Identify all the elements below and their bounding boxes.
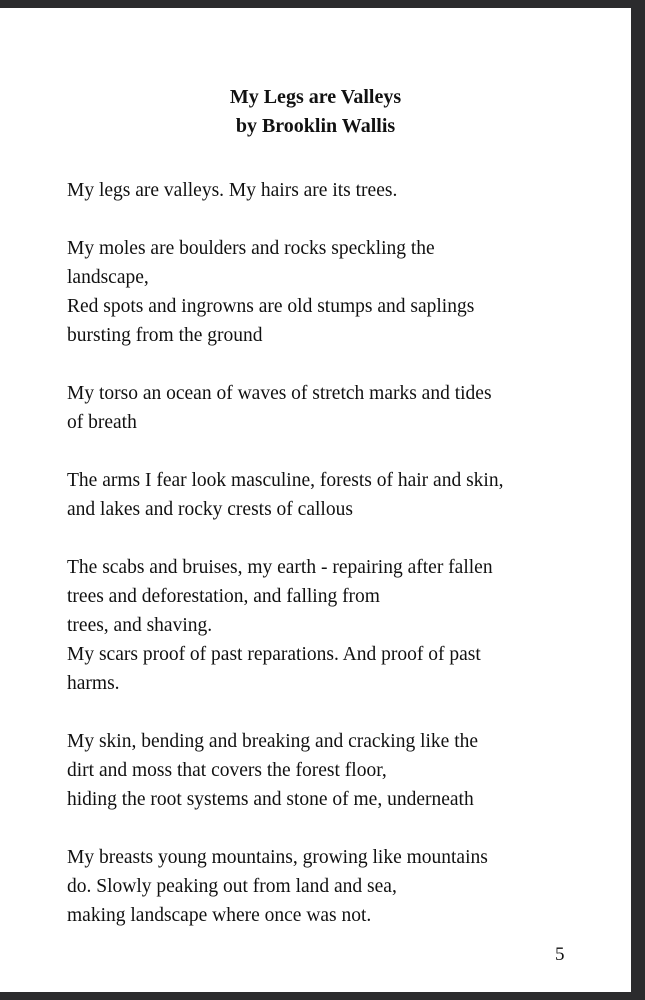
poem-line: of breath xyxy=(67,412,137,433)
poem-line: bursting from the ground xyxy=(67,325,263,346)
document-page xyxy=(0,8,631,992)
poem-line: dirt and moss that covers the forest floor, xyxy=(67,760,387,781)
poem-line: My breasts young mountains, growing like mountains xyxy=(67,847,488,868)
poem-byline: by Brooklin Wallis xyxy=(235,115,396,137)
poem-line: My skin, bending and breaking and cracking like the xyxy=(67,731,479,752)
poem-line: harms. xyxy=(67,673,120,694)
poem-line: Red spots and ingrowns are old stumps and saplings xyxy=(67,296,475,317)
poem-line: do. Slowly peaking out from land and sea, xyxy=(67,876,397,897)
poem-line: My legs are valleys. My hairs are its trees. xyxy=(67,180,398,201)
poem-line: trees and deforestation, and falling from xyxy=(67,586,380,607)
poem-line: My torso an ocean of waves of stretch marks and tides xyxy=(67,383,492,404)
poem-line: My scars proof of past reparations. And proof of past xyxy=(67,644,481,665)
poem-line: making landscape where once was not. xyxy=(67,905,372,926)
poem-line: landscape, xyxy=(67,267,149,288)
poem-line: and lakes and rocky crests of callous xyxy=(67,499,353,520)
page-number: 5 xyxy=(555,944,565,965)
poem-title: My Legs are Valleys xyxy=(229,86,402,108)
poem-line: My moles are boulders and rocks speckling the xyxy=(67,238,435,259)
poem-line: The arms I fear look masculine, forests of hair and skin, xyxy=(67,470,504,491)
poem-line: hiding the root systems and stone of me, underneath xyxy=(67,789,474,810)
poem-line: The scabs and bruises, my earth - repairing after fallen xyxy=(67,557,493,578)
poem-line: trees, and shaving. xyxy=(67,615,213,636)
